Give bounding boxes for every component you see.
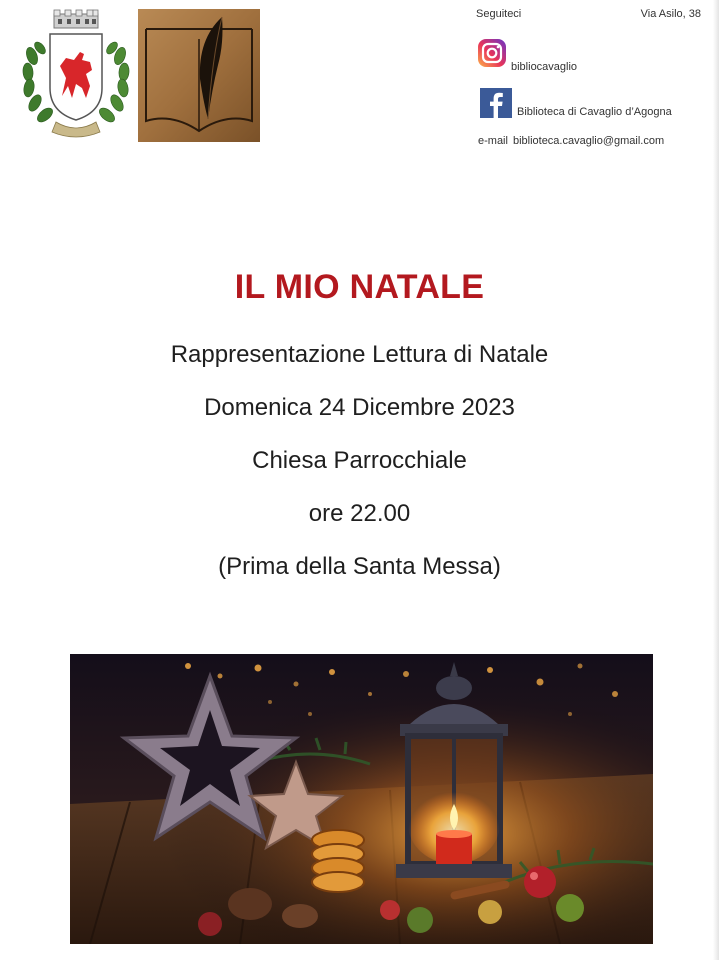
- email-contact: [478, 135, 664, 147]
- event-subtitle: Rappresentazione Lettura di Natale: [170, 341, 549, 368]
- event-place: Chiesa Parrocchiale: [252, 447, 467, 474]
- email-label: e-mail: [478, 135, 508, 147]
- facebook-page-name[interactable]: Biblioteca di Cavaglio d’Agogna: [517, 106, 672, 118]
- event-time: ore 22.00: [308, 500, 411, 527]
- email-address[interactable]: biblioteca.cavaglio@gmail.com: [512, 135, 665, 147]
- event-date: Domenica 24 Dicembre 2023: [204, 394, 515, 421]
- event-note: (Prima della Santa Messa): [218, 553, 501, 580]
- facebook-icon[interactable]: [480, 88, 512, 118]
- event-title: IL MIO NATALE: [234, 268, 485, 306]
- follow-label: Seguiteci: [476, 8, 522, 20]
- library-logo: [138, 9, 260, 142]
- page-edge-shadow: [713, 0, 719, 960]
- municipal-coat-of-arms-icon: [20, 8, 132, 144]
- library-address: Via Asilo, 38: [640, 8, 701, 20]
- instagram-handle[interactable]: bibliocavaglio: [511, 61, 578, 73]
- christmas-lantern-photo: [70, 654, 653, 944]
- instagram-icon[interactable]: [477, 38, 507, 68]
